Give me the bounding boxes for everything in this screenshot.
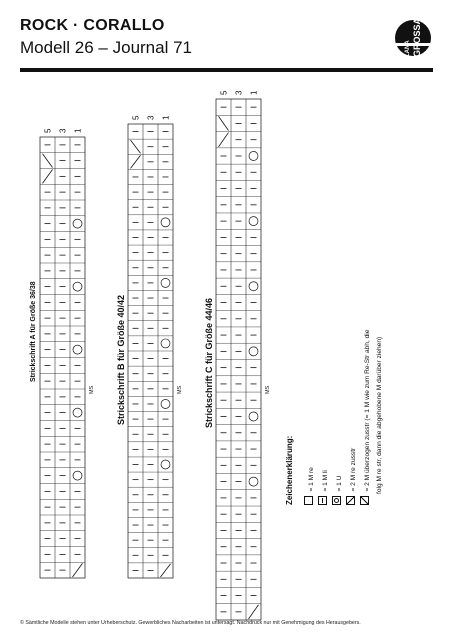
- yarn-over-symbol: [249, 347, 258, 356]
- page-title: ROCK · CORALLO: [20, 17, 165, 34]
- legend-box-slash-icon: [346, 496, 355, 505]
- yarn-over-symbol: [249, 282, 258, 291]
- row-number-label: 3: [58, 128, 68, 133]
- row-number-label: 3: [234, 90, 244, 95]
- yarn-over-symbol: [73, 282, 82, 291]
- skp-symbol: [43, 154, 53, 168]
- chart-b-title: Strickschrift B für Größe 40/42: [116, 294, 126, 425]
- yarn-over-symbol: [161, 278, 170, 287]
- yarn-over-symbol: [249, 217, 258, 226]
- k2tog-symbol: [249, 605, 259, 619]
- legend-text-4: = 2 M re zusstr: [350, 447, 357, 492]
- logo-text-grossa: GROSSA: [412, 17, 422, 57]
- row-number-label: 5: [43, 128, 53, 133]
- legend-box-blank-icon: [304, 496, 313, 505]
- skp-symbol: [131, 140, 141, 153]
- legend-text-2: = 1 M li: [322, 470, 329, 492]
- row-number-label: 5: [131, 115, 141, 120]
- row-number-label: 1: [249, 90, 259, 95]
- yarn-over-symbol: [161, 399, 170, 408]
- yarn-over-symbol: [73, 408, 82, 417]
- footer-copyright: © Sämtliche Modelle stehen unter Urheberschutz. Gewerbliches Nacharbeiten ist untersagt. Nachdruck nur mit Genehmigung des Herausgebers.: [20, 620, 361, 626]
- ms-label: MS: [265, 385, 271, 394]
- chart-a-title: Strickschrift A für Größe 36/38: [30, 281, 37, 382]
- yarn-over-symbol: [249, 477, 258, 486]
- yarn-over-symbol: [249, 151, 258, 160]
- legend-item-6: [368, 337, 386, 494]
- row-number-label: 3: [146, 115, 156, 120]
- legend-text-3: = 1 U: [336, 475, 343, 492]
- yarn-over-symbol: [249, 412, 258, 421]
- page-subtitle: Modell 26 – Journal 71: [20, 38, 193, 57]
- k2tog-symbol: [131, 155, 141, 168]
- legend-box-circle-icon: [332, 496, 341, 505]
- yarn-over-symbol: [161, 460, 170, 469]
- logo-text-lana: LANA: [405, 40, 411, 57]
- legend-box-dash-icon: [318, 496, 327, 505]
- row-number-label: 1: [73, 128, 83, 133]
- k2tog-symbol: [161, 564, 171, 577]
- legend-text-6: folg M re str, dann die abgehobene M darüber ziehen): [376, 336, 383, 494]
- yarn-over-symbol: [73, 471, 82, 480]
- k2tog-symbol: [219, 133, 229, 147]
- legend-text-5: = 2 M überzogen zusstr (= 1 M wie zum Re-Str abh, die: [364, 329, 371, 492]
- k2tog-symbol: [43, 170, 53, 184]
- k2tog-symbol: [73, 563, 83, 577]
- skp-symbol: [219, 116, 229, 130]
- chart-c-title: Strickschrift C für Größe 44/46: [204, 297, 214, 428]
- legend-box-backslash-icon: [360, 496, 369, 505]
- yarn-over-symbol: [73, 219, 82, 228]
- ms-label: MS: [89, 385, 95, 394]
- yarn-over-symbol: [73, 345, 82, 354]
- row-number-label: 5: [219, 90, 229, 95]
- yarn-over-symbol: [161, 339, 170, 348]
- legend-text-1: = 1 M re: [308, 467, 315, 492]
- yarn-over-symbol: [161, 218, 170, 227]
- row-number-label: 1: [161, 115, 171, 120]
- legend-title: Zeichenerklärung:: [285, 435, 294, 505]
- ms-label: MS: [177, 385, 183, 394]
